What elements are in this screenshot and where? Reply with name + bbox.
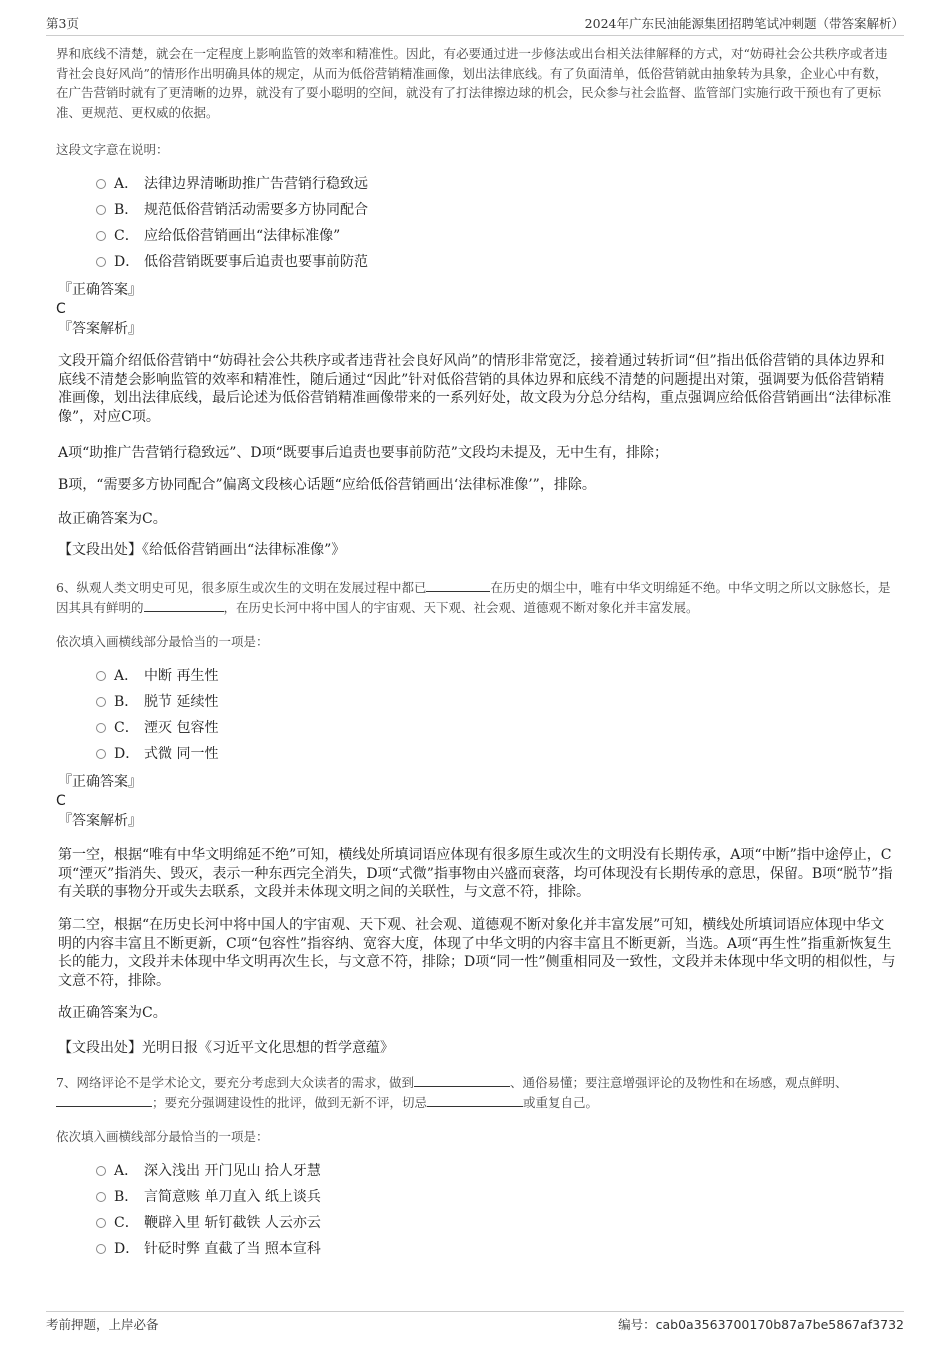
- q5-analysis-1: 文段开篇介绍低俗营销中“妨碍社会公共秩序或者违背社会良好风尚”的情形非常宽泛，接着通过转折词“但”指出低俗营销的具体边界和底线不清楚会影响监管的效率和精准性，随后通过“因此”针对低俗营销的具体边界和底线不清楚的问题提出对策，强调要为低俗营销精准画像，划出法律底线，最后论述为低俗营销精准画像带来的一系列好处，故文段为分总分结构，重点强调应给低俗营销画出“法律标准像”，对应C项。: [58, 353, 892, 425]
- q6-stem: 6、纵观人类文明史可见，很多原生或次生的文明在发展过程中都已 在历史的烟尘中，唯有中华文明绵延不绝。中华文明之所以文脉悠长，是因其具有鲜明的 ，在历史长河中将中国人的宇宙观、天下观、社会观、道德观不断对象化并丰富发展。: [56, 580, 891, 615]
- blank-1: [426, 580, 490, 592]
- radio-icon[interactable]: [96, 257, 106, 267]
- page-footer: [46, 1311, 904, 1333]
- blank-1: [414, 1075, 510, 1087]
- q5-analysis-2: A项“助推广告营销行稳致远”、D项“既要事后追责也要事前防范”文段均未提及，无中生有，排除；: [58, 445, 668, 461]
- footer-slogan: 考前押题，上岸必备: [46, 1317, 159, 1332]
- q5-answer: C: [56, 301, 66, 317]
- blank-2: [144, 600, 224, 612]
- q5-option-c[interactable]: C． 应给低俗营销画出“法律标准像”: [96, 226, 340, 246]
- q6-analysis-1: 第一空，根据“唯有中华文明绵延不绝”可知，横线处所填词语应体现有很多原生或次生的文明没有长期传承，A项“中断”指中途停止，C项“湮灭”指消失、毁灭，表示一种东西完全消失，D项“式微”指事物由兴盛而衰落，均可体现没有长期传承的意思，保留。B项“脱节”指有关联的事物分开或失去联系，文段并未体现文明之间的关联性，与文意不符，排除。: [58, 847, 893, 900]
- q7-option-b[interactable]: B． 言简意赅 单刀直入 纸上谈兵: [96, 1187, 321, 1207]
- q7-option-c[interactable]: C． 鞭辟入里 斩钉截铁 人云亦云: [96, 1213, 321, 1233]
- q7-option-a[interactable]: A． 深入浅出 开门见山 拾人牙慧: [96, 1161, 321, 1181]
- q5-passage: 界和底线不清楚，就会在一定程度上影响监管的效率和精准性。因此，有必要通过进一步修法或出台相关法律解释的方式，对“妨碍社会公共秩序或者违背社会良好风尚”的情形作出明确具体的规定，从而为低俗营销精准画像，划出法律底线。有了负面清单，低俗营销就由抽象转为具象，企业心中有数，在广告营销时就有了更清晰的边界，就没有了耍小聪明的空间，就没有了打法律擦边球的机会，民众参与社会监督、监管部门实施行政干预也有了更标准、更规范、更权威的依据。: [56, 46, 888, 120]
- q6-prompt: 依次填入画横线部分最恰当的一项是：: [56, 634, 269, 649]
- page-number: 第3页: [46, 16, 79, 31]
- q5-prompt: 这段文字意在说明：: [56, 142, 169, 157]
- q6-source: 【文段出处】光明日报《习近平文化思想的哲学意蕴》: [58, 1040, 394, 1056]
- radio-icon[interactable]: [96, 1218, 106, 1228]
- blank-3: [427, 1095, 523, 1107]
- q5-option-b[interactable]: B． 规范低俗营销活动需要多方协同配合: [96, 200, 368, 220]
- radio-icon[interactable]: [96, 671, 106, 681]
- q5-source: 【文段出处】《给低俗营销画出“法律标准像”》: [58, 542, 346, 558]
- q6-option-b[interactable]: B． 脱节 延续性: [96, 692, 218, 712]
- blank-2: [56, 1095, 152, 1107]
- document-title: 2024年广东民油能源集团招聘笔试冲刺题（带答案解析）: [584, 16, 904, 31]
- q5-analysis-label: 『答案解析』: [58, 321, 142, 337]
- q7-stem: 7、网络评论不是学术论文，要充分考虑到大众读者的需求，做到 、通俗易懂；要注意增强评论的及物性和在场感，观点鲜明、；要充分强调建设性的批评，做到无新不评，切忌 或重复自己。: [56, 1075, 848, 1110]
- q7-option-d[interactable]: D． 针砭时弊 直截了当 照本宣科: [96, 1239, 321, 1259]
- q5-analysis-3: B项，“需要多方协同配合”偏离文段核心话题“应给低俗营销画出‘法律标准像’”，排除。: [58, 477, 596, 493]
- q5-answer-label: 『正确答案』: [58, 282, 142, 298]
- radio-icon[interactable]: [96, 749, 106, 759]
- q6-analysis-2: 第二空，根据“在历史长河中将中国人的宇宙观、天下观、社会观、道德观不断对象化并丰富发展”可知，横线处所填词语应体现中华文明的内容丰富且不断更新，C项“包容性”指容纳、宽容大度，体现了中华文明的内容丰富且不断更新，当选。A项“再生性”指重新恢复生长的能力，文段并未体现中华文明再次生长，与文意不符，排除；D项“同一性”侧重相同及一致性，文段并未体现中华文明的相似性，与文意不符，排除。: [58, 917, 896, 989]
- radio-icon[interactable]: [96, 1244, 106, 1254]
- q5-option-d[interactable]: D． 低俗营销既要事后追责也要事前防范: [96, 252, 368, 272]
- radio-icon[interactable]: [96, 231, 106, 241]
- q6-analysis-3: 故正确答案为C。: [58, 1005, 167, 1021]
- q6-analysis-label: 『答案解析』: [58, 813, 142, 829]
- page-header: [46, 14, 904, 36]
- radio-icon[interactable]: [96, 205, 106, 215]
- q6-option-a[interactable]: A． 中断 再生性: [96, 666, 218, 686]
- q6-answer-label: 『正确答案』: [58, 774, 142, 790]
- radio-icon[interactable]: [96, 697, 106, 707]
- q5-analysis-4: 故正确答案为C。: [58, 511, 167, 527]
- radio-icon[interactable]: [96, 723, 106, 733]
- q6-option-c[interactable]: C． 湮灭 包容性: [96, 718, 218, 738]
- q6-option-d[interactable]: D． 式微 同一性: [96, 744, 218, 764]
- radio-icon[interactable]: [96, 1192, 106, 1202]
- document-code: 编号：cab0a3563700170b87a7be5867af3732: [618, 1317, 904, 1332]
- q6-answer: C: [56, 793, 66, 809]
- radio-icon[interactable]: [96, 1166, 106, 1176]
- q5-option-a[interactable]: A． 法律边界清晰助推广告营销行稳致远: [96, 174, 368, 194]
- radio-icon[interactable]: [96, 179, 106, 189]
- q7-prompt: 依次填入画横线部分最恰当的一项是：: [56, 1129, 269, 1144]
